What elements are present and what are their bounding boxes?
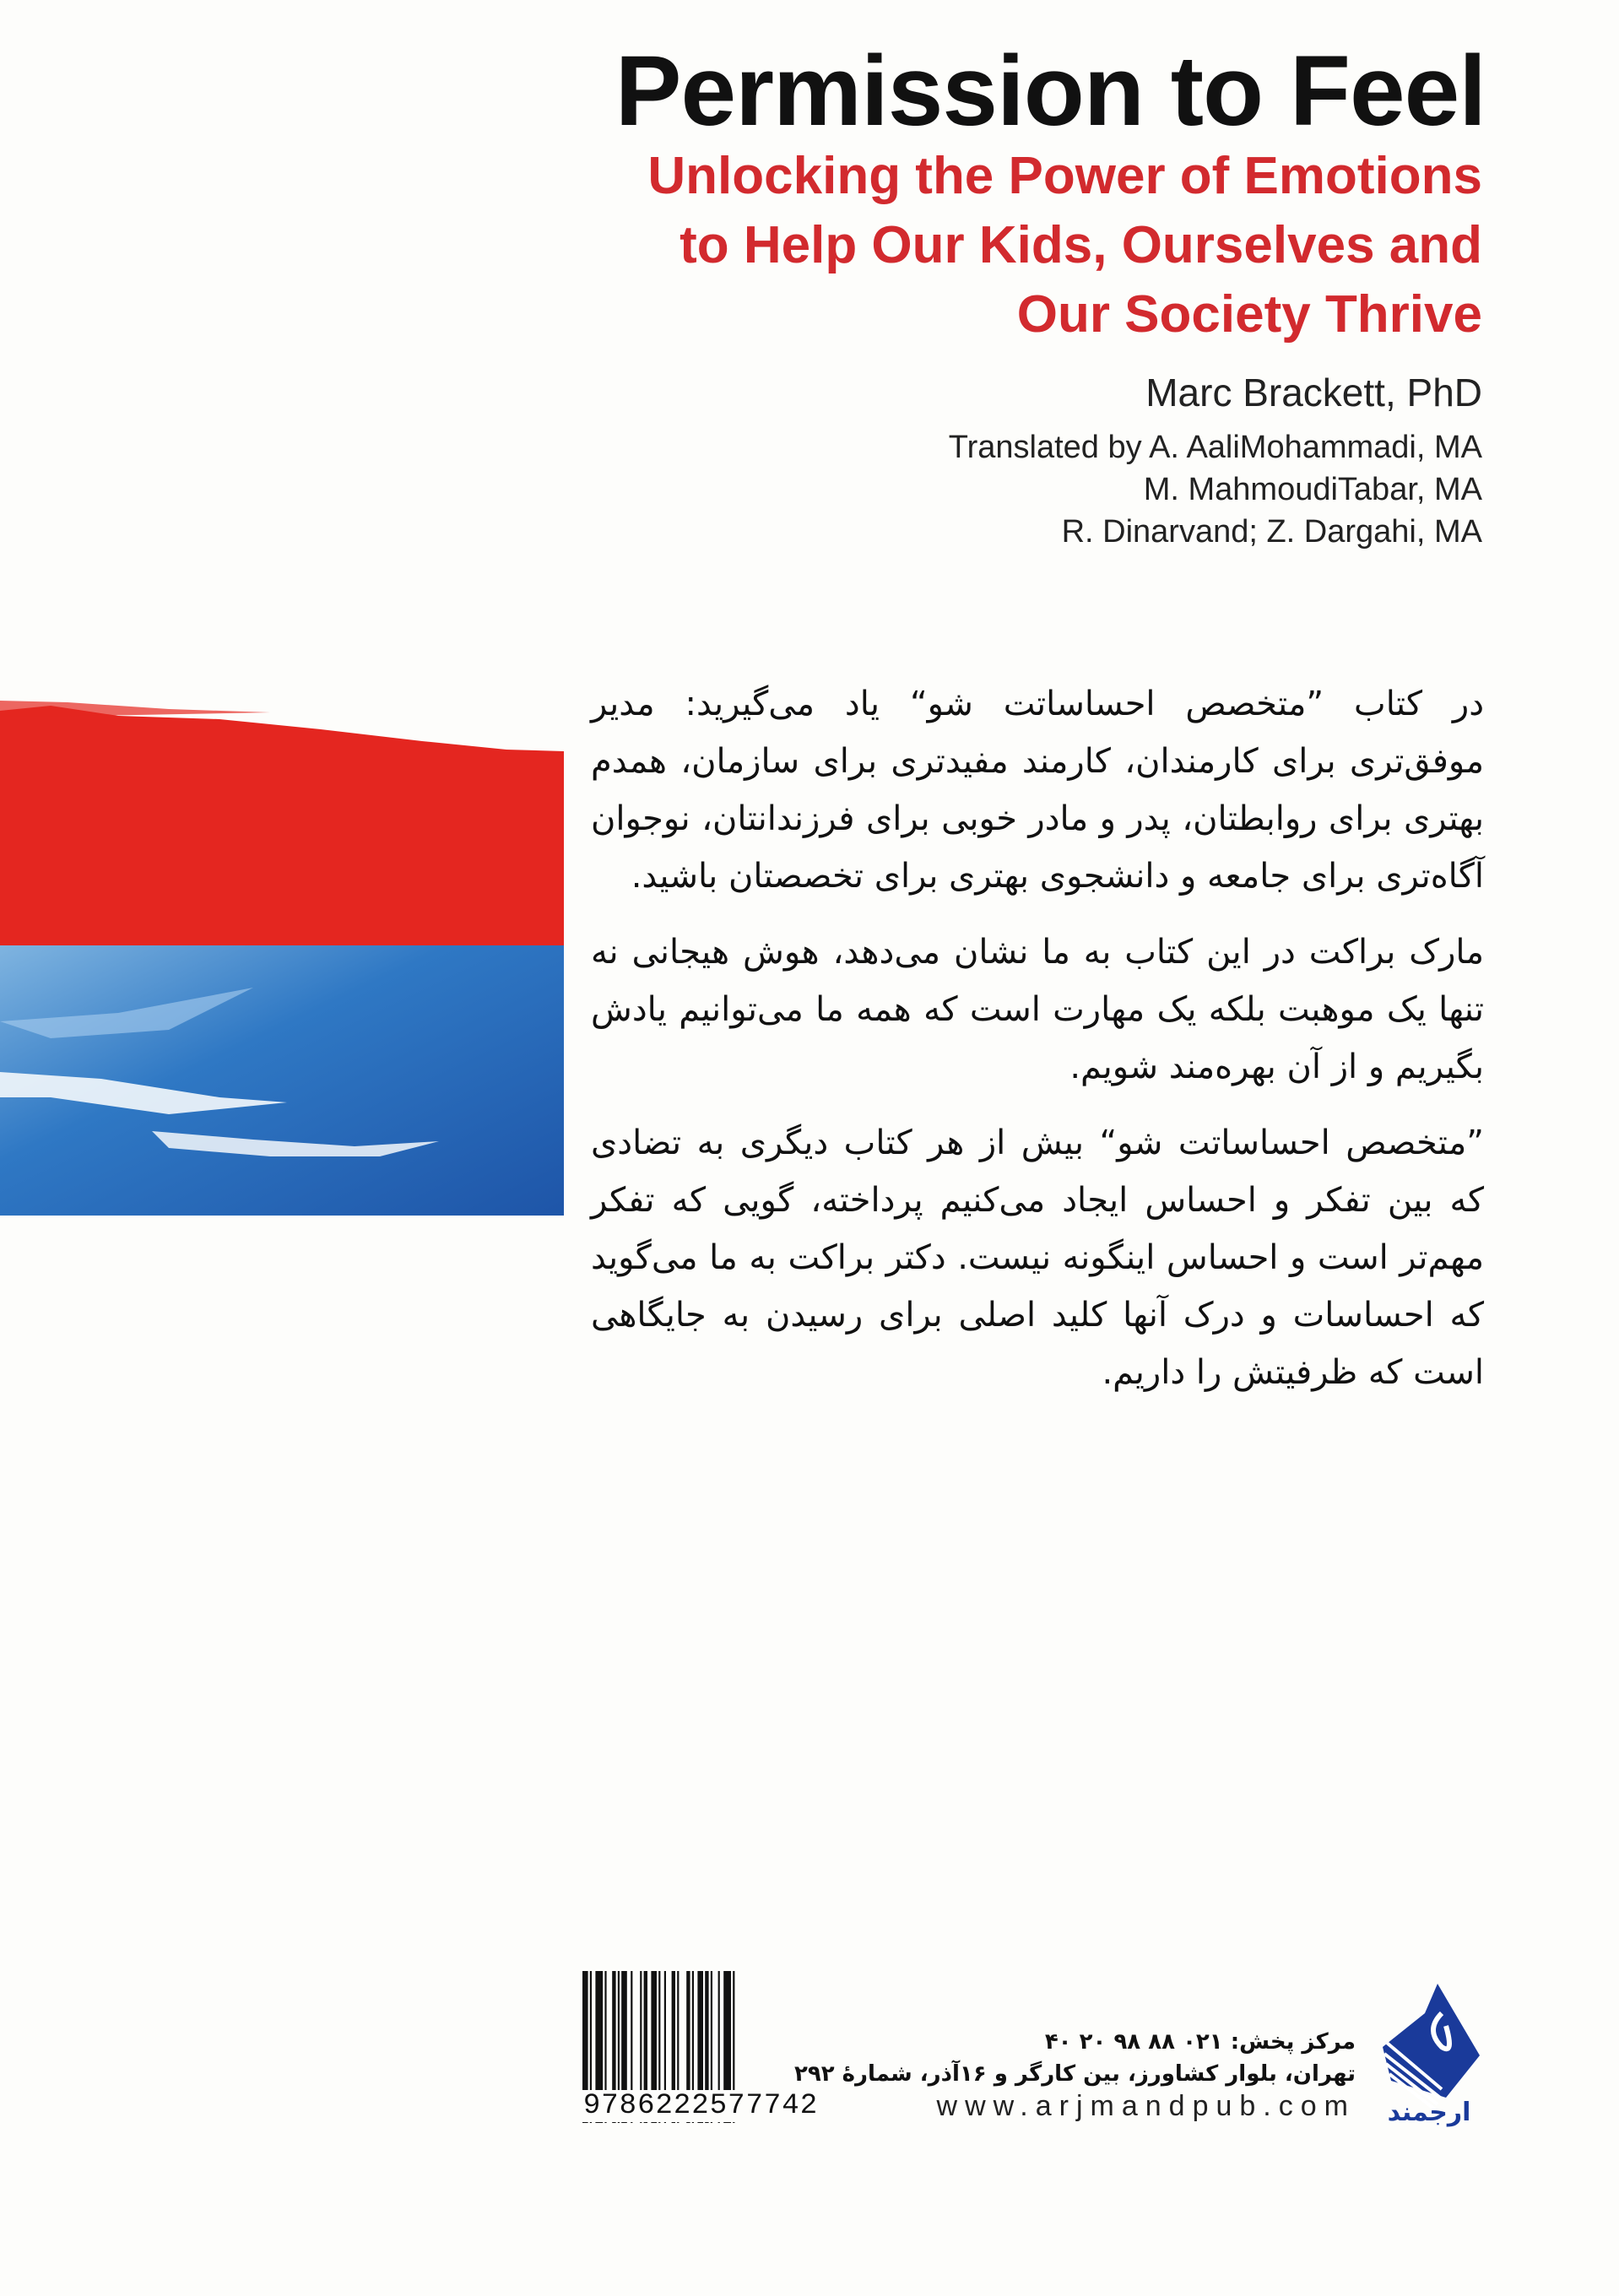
- subtitle-line: Unlocking the Power of Emotions: [647, 147, 1482, 205]
- book-title: Permission to Feel: [615, 35, 1486, 147]
- blurb-paragraph: ”متخصص احساساتت شو“ بیش از هر کتاب دیگری به تضادی که بین تفکر و احساس ایجاد می‌کنیم پرداخته، گویی که تفکر مهم‌تر است و احساس اینگونه نیست. دکتر براکت به ما می‌گوید که احساسات و درک آنها کلید اصلی برای رسیدن به جایگاهی است که ظرفیتش را داریم.: [591, 1124, 1484, 1392]
- distribution-phone: مرکز پخش: ۰۲۱ ۸۸ ۹۸ ۲۰ ۴۰: [1044, 2029, 1356, 2055]
- subtitle-line: Our Society Thrive: [1016, 285, 1482, 344]
- subtitle-line: to Help Our Kids, Ourselves and: [680, 216, 1482, 274]
- publisher-name: ارجمند: [1387, 2098, 1471, 2127]
- isbn-number: 9786222577742: [574, 2090, 827, 2122]
- translator-line: M. MahmoudiTabar, MA: [1143, 472, 1482, 507]
- publisher-address: [794, 2026, 1356, 2090]
- translator-line: Translated by A. AaliMohammadi, MA: [948, 430, 1482, 465]
- blurb-paragraph: در کتاب ”متخصص احساساتت شو“ یاد می‌گیرید: مدیر موفق‌تری برای کارمندان، کارمند مفیدتری برای سازمان، همدم بهتری برای روابطتان، پدر و مادر خوبی برای فرزندانتان، نوجوان آگاه‌تری برای جامعه و دانشجوی بهتری برای تخصصتان باشید.: [591, 685, 1484, 896]
- translator-line: R. Dinarvand; Z. Dargahi, MA: [1061, 514, 1482, 550]
- blurb-text: [591, 675, 1484, 1420]
- publisher-website: www.arjmandpub.com: [936, 2090, 1356, 2122]
- book-subtitle: [647, 142, 1482, 349]
- author: Marc Brackett, PhD: [1145, 371, 1482, 414]
- blurb-paragraph: مارک براکت در این کتاب به ما نشان می‌دهد، هوش هیجانی نه تنها یک موهبت بلکه یک مهارت است که همه ما می‌توانیم یادش بگیریم و از آن بهره‌مند شویم.: [591, 933, 1484, 1086]
- red-blue-brushstroke-image: [0, 701, 564, 1216]
- address-line: تهران، بلوار کشاورز، بین کارگر و ۱۶آذر، شمارهٔ ۲۹۲: [794, 2061, 1356, 2087]
- translators: [949, 426, 1482, 553]
